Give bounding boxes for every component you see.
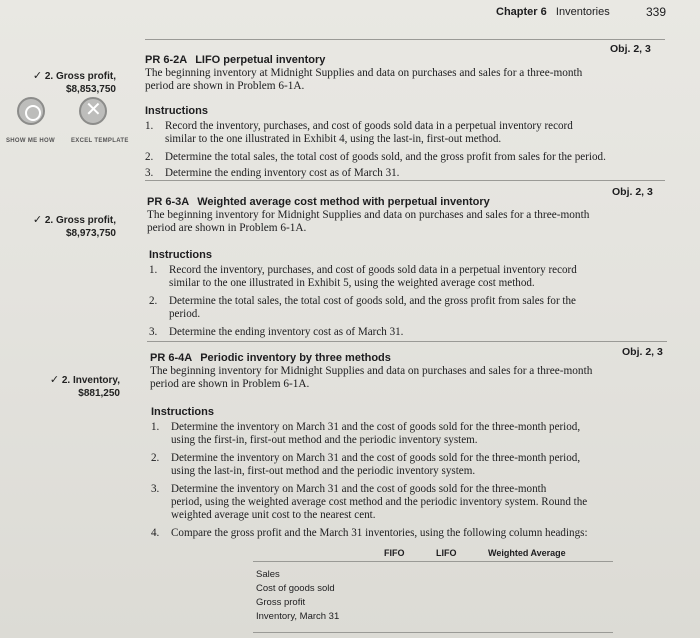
instruction-step: 4. Compare the gross profit and the March 31 inventories, using the following column headings: [151, 527, 588, 539]
problem-intro-6-3a: The beginning inventory for Midnight Supplies and data on purchases and sales for a three-month period are shown in Problem 6-1A. [147, 209, 590, 234]
objective-6-4a: Obj. 2, 3 [622, 346, 663, 358]
problem-intro-6-4a: The beginning inventory for Midnight Supplies and data on purchases and sales for a three-month period are shown in Problem 6-1A. [150, 365, 593, 390]
excel-template-label: EXCEL TEMPLATE [71, 138, 129, 144]
problem-title-6-4a: PR 6-4A Periodic inventory by three methods [150, 352, 391, 364]
table-row: Cost of goods sold [256, 583, 335, 594]
objective-6-2a: Obj. 2, 3 [610, 43, 651, 55]
instructions-list-6-2a [145, 120, 675, 183]
instruction-step: 3. Determine the ending inventory cost as of March 31. [149, 326, 404, 338]
comparison-table-rows [256, 568, 339, 624]
instruction-step: 1. Record the inventory, purchases, and cost of goods sold data in a perpetual inventory record similar to the one illustrated in Exhibit 5, using the weighted average cost method. [149, 264, 577, 289]
objective-6-3a: Obj. 2, 3 [612, 186, 653, 198]
table-row: Inventory, March 31 [256, 611, 340, 622]
problem-title-6-3a: PR 6-3A Weighted average cost method with perpetual inventory [147, 196, 490, 208]
show-me-how-label: SHOW ME HOW [6, 138, 55, 144]
table-row: Gross profit [256, 597, 306, 608]
table-row: Sales [256, 569, 280, 580]
instructions-heading-6-4a: Instructions [151, 406, 214, 418]
check-icon: ✓ [32, 70, 43, 82]
table-header-rule [253, 561, 613, 562]
section-rule [147, 341, 667, 342]
check-icon: ✓ [32, 214, 43, 226]
section-rule [145, 180, 665, 181]
header-rule [145, 39, 665, 40]
page-header [496, 6, 666, 18]
instruction-step: 1. Record the inventory, purchases, and cost of goods sold data in a perpetual inventory record similar to the one illustrated in Exhibit 4, using the last-in, first-out method. [145, 120, 573, 145]
margin-note-answer-1: ✓ 2. Gross profit, $8,853,750 [32, 70, 116, 95]
instruction-step: 2. Determine the inventory on March 31 and the cost of goods sold for the three-month period, using the last-in, first-out method and the periodic inventory system. [151, 452, 581, 477]
instruction-step: 3. Determine the inventory on March 31 and the cost of goods sold for the three-month period, using the weighted average cost method and the periodic inventory system. Round the weighted average unit cost to the nearest cent. [151, 483, 588, 521]
margin-note-answer-3: ✓ 2. Inventory, $881,250 [49, 374, 120, 399]
section-label: Inventories [555, 6, 610, 18]
column-header-weighted-average: Weighted Average [488, 548, 566, 558]
instructions-list-6-3a [149, 264, 677, 342]
problem-title-6-2a: PR 6-2A LIFO perpetual inventory [145, 54, 326, 66]
instructions-heading-6-3a: Instructions [149, 249, 212, 261]
excel-template-icon[interactable]: ✕ [79, 97, 107, 125]
show-me-how-icon[interactable] [17, 97, 45, 125]
page-number: 339 [645, 5, 666, 19]
check-icon: ✓ [49, 374, 60, 386]
instruction-step: 1. Determine the inventory on March 31 and the cost of goods sold for the three-month period, using the first-in, first-out method and the periodic inventory system. [151, 421, 581, 446]
chapter-label: Chapter 6 [496, 6, 547, 18]
margin-note-answer-2: ✓ 2. Gross profit, $8,973,750 [32, 214, 116, 239]
instruction-step: 3. Determine the ending inventory cost as of March 31. [145, 167, 400, 179]
column-header-lifo: LIFO [436, 548, 457, 558]
instructions-list-6-4a [151, 421, 679, 543]
instruction-step: 2. Determine the total sales, the total cost of goods sold, and the gross profit from sales for the period. [145, 151, 606, 163]
instructions-heading-6-2a: Instructions [145, 105, 208, 117]
problem-intro-6-2a: The beginning inventory at Midnight Supplies and data on purchases and sales for a three-month period are shown in Problem 6-1A. [145, 67, 583, 92]
column-header-fifo: FIFO [384, 548, 405, 558]
instruction-step: 2. Determine the total sales, the total cost of goods sold, and the gross profit from sales for the period. [149, 295, 576, 320]
table-bottom-rule [253, 632, 613, 633]
